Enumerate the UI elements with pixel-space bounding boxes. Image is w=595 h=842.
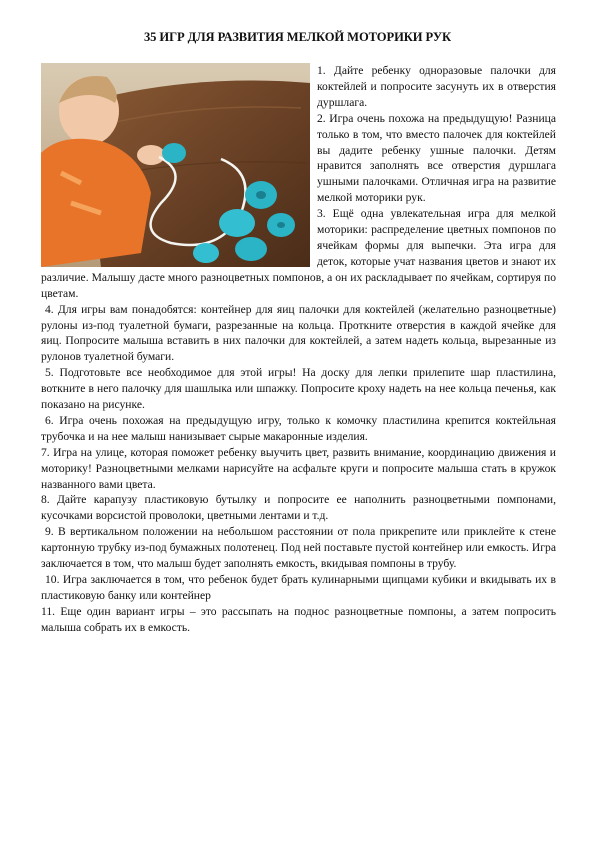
paragraph: 9. В вертикальном положении на небольшом расстоянии от пола прикрепите или приклейте к стене картонную трубку из-под бумажных полотенец. Под ней поставьте пустой контейнер или емкость. Игра заключается в том, что малыш будет заполнять емкость, вкидывая помпоны в трубу. <box>41 525 556 571</box>
paragraph: 1. Дайте ребенку одноразовые палочки для коктейлей и попросите засунуть их в отверстия дуршлага. <box>317 64 556 109</box>
paragraph: 7. Игра на улице, которая поможет ребенку выучить цвет, развить внимание, координацию движения и моторику! Разноцветными мелками нарисуйте на асфальте круги и попросите малыша стать в кружок названного вами цвета. <box>41 445 556 491</box>
paragraph: 2. Игра очень похожа на предыдущую! Разница только в том, что вместо палочек для коктейлей вы дадите ребенку ушные палочки. Детям нравится заполнять все отверстия дуршлага ушными палочками. Отличная игра на развитие мелкой моторики рук. <box>317 111 556 205</box>
photo-spacer <box>41 63 317 255</box>
paragraph: 11. Еще один вариант игры – это рассыпать на поднос разноцветные помпоны, а затем попросить малыша собрать их в емкость. <box>41 604 556 634</box>
article-body <box>41 63 556 636</box>
page-title: 35 ИГР ДЛЯ РАЗВИТИЯ МЕЛКОЙ МОТОРИКИ РУК <box>143 30 452 44</box>
paragraph: 4. Для игры вам понадобятся: контейнер для яиц палочки для коктейлей (желательно разноцветные) рулоны из-под туалетной бумаги, разрезанные на кольца. Проткните отверстия в каждой ячейке для яиц. Попросите малыша вставить в них палочки для коктейлей, а затем надеть кольца, вырезанные из рулонов туалетной бумаги. <box>41 302 556 364</box>
paragraph: 5. Подготовьте все необходимое для этой игры! На доску для лепки прилепите шар пластилина, воткните в него палочку для шашлыка или шпажку. Попросите кроху надеть на нее кольца печенья, как показано на рисунке. <box>41 366 556 412</box>
paragraph: 3. Ещё одна увлекательная игра для мелкой моторики: распределение цветных помпонов по ячейкам формы для выпечки. Эта игра для деток, которые учат названия цветов и знают их различие. Малышу дасте много разноцветных помпонов, а он их раскладывает по ячейкам, сортируя по цветам. <box>41 207 556 300</box>
paragraph: 6. Игра очень похожая на предыдущую игру, только к комочку пластилина крепится коктейльная трубочка и на нее малыш нанизывает сырые макаронные изделия. <box>41 413 556 443</box>
paragraph: 10. Игра заключается в том, что ребенок будет брать кулинарными щипцами кубики и вкидывать их в пластиковую банку или контейнер <box>41 573 556 602</box>
paragraph: 8. Дайте карапузу пластиковую бутылку и попросите ее наполнить разноцветными помпонами, кусочками ворсистой проволоки, цветными лентами и т.д. <box>41 493 556 523</box>
